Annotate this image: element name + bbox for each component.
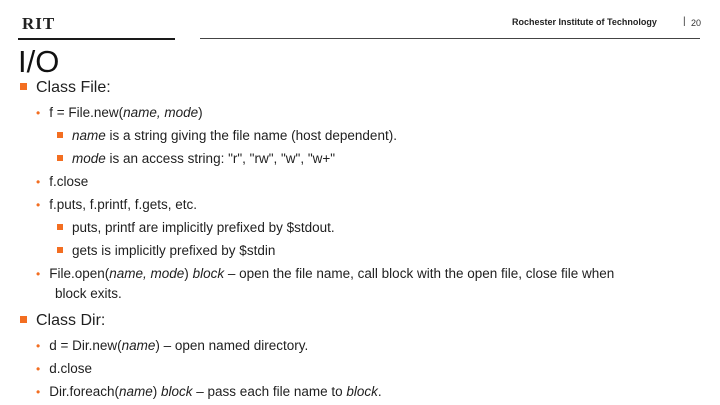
square-bullet-icon [57,155,63,161]
slide-title: I/O [18,44,60,79]
header-rule-right [200,38,700,39]
dot-bullet-icon: • [36,175,41,189]
dot-bullet-icon: • [36,339,41,353]
file-new-item: • f = File.new(name, mode) [36,105,203,120]
page-number: 20 [691,18,702,28]
square-bullet-icon [20,316,27,323]
page-separator: | [683,16,686,27]
dot-bullet-icon: • [36,385,41,399]
square-bullet-icon [57,247,63,253]
file-close-item: • f.close [36,174,89,189]
square-bullet-icon [57,224,63,230]
file-mode-desc: mode is an access string: "r", "rw", "w", "w+" [57,151,335,166]
institution-name: Rochester Institute of Technology [512,17,657,27]
dir-close-item: • d.close [36,361,92,376]
file-name-desc: name is a string giving the file name (host dependent). [57,128,397,143]
gets-note: gets is implicitly prefixed by $stdin [57,243,275,258]
file-io-item: • f.puts, f.printf, f.gets, etc. [36,197,198,212]
square-bullet-icon [20,83,27,90]
dir-new-item: • d = Dir.new(name) – open named directory. [36,338,309,353]
dir-section-heading: Class Dir: [20,312,105,330]
dot-bullet-icon: • [36,198,41,212]
dot-bullet-icon: • [36,362,41,376]
square-bullet-icon [57,132,63,138]
dot-bullet-icon: • [36,267,41,281]
rit-logo: RIT [22,14,56,33]
file-open-item: • File.open(name, mode) block – open the file name, call block with the open file, close file when [36,266,615,281]
file-section-heading: Class File: [20,79,111,97]
puts-note: puts, printf are implicitly prefixed by $stdout. [57,220,335,235]
header-rule-left [18,38,175,40]
dir-foreach-item: • Dir.foreach(name) block – pass each file name to block. [36,384,382,399]
file-open-item-cont: block exits. [55,286,122,301]
dot-bullet-icon: • [36,106,41,120]
